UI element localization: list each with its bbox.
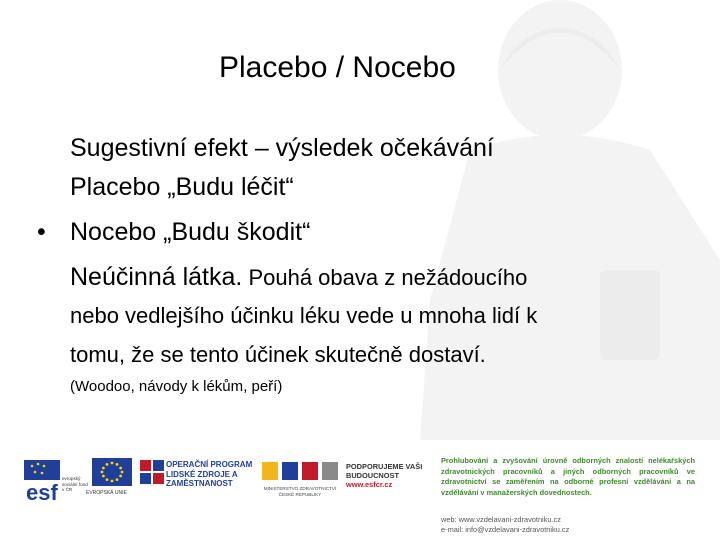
- text-line-inactive-substance: [70, 262, 527, 293]
- bullet-icon: •: [37, 218, 46, 246]
- ministry-logo-icon: [262, 460, 338, 482]
- email-link[interactable]: e-mail: info@vzdelavani-zdravotniku.cz: [441, 524, 570, 534]
- text-line-effect-occurs: tomu, že se tento účinek skutečně dostaví.: [70, 342, 486, 367]
- examples-note: (Woodoo, návody k lékům, peří): [70, 378, 283, 395]
- text-line-nocebo: Nocebo „Budu škodit“: [70, 218, 311, 246]
- text-line-placebo: Placebo „Budu léčit“: [70, 173, 294, 201]
- text-line-suggestive-effect: Sugestivní efekt – výsledek očekávání: [70, 134, 494, 162]
- text-inactive-substance-rest: Pouhá obava z nežádoucího: [242, 265, 528, 290]
- eu-flag-icon: [92, 458, 132, 486]
- op-program-icon: [140, 460, 164, 484]
- slide-title: Placebo / Nocebo: [219, 51, 456, 84]
- contact-block: [441, 515, 691, 534]
- web-link[interactable]: web: www.vzdelavani-zdravotniku.cz: [441, 515, 561, 524]
- ministry-caption: MINISTERSTVO ZDRAVOTNICTVÍ ČESKÉ REPUBLIKY: [263, 486, 337, 497]
- support-text: PODPORUJEME VAŠI BUDOUCNOST: [346, 462, 423, 480]
- text-line-side-effect: nebo vedlejšího účinku léku vede u mnoha lidí k: [70, 303, 538, 328]
- eu-caption: EVROPSKÁ UNIE: [86, 490, 127, 496]
- text-inactive-substance-large: Neúčinná látka.: [70, 263, 243, 291]
- esf-caption: evropský sociální fond v ČR: [62, 476, 88, 492]
- op-program-text: OPERAČNÍ PROGRAM LIDSKÉ ZDROJE A ZAMĚSTNANOST: [166, 460, 253, 488]
- support-url: www.esfcr.cz: [346, 480, 393, 489]
- project-description: Prohlubování a zvyšování úrovně odborných znalostí nelékařských zdravotnických pracovníků a jiných odborných pracovníků ve zdravotnictví se zaměřením na odborné profesní vzdělávání a na vzdělávání v manažerských dovednostech.: [441, 456, 695, 497]
- support-block: [346, 462, 436, 489]
- logo-footer: [0, 448, 720, 540]
- esf-logo-text: esf: [26, 480, 58, 504]
